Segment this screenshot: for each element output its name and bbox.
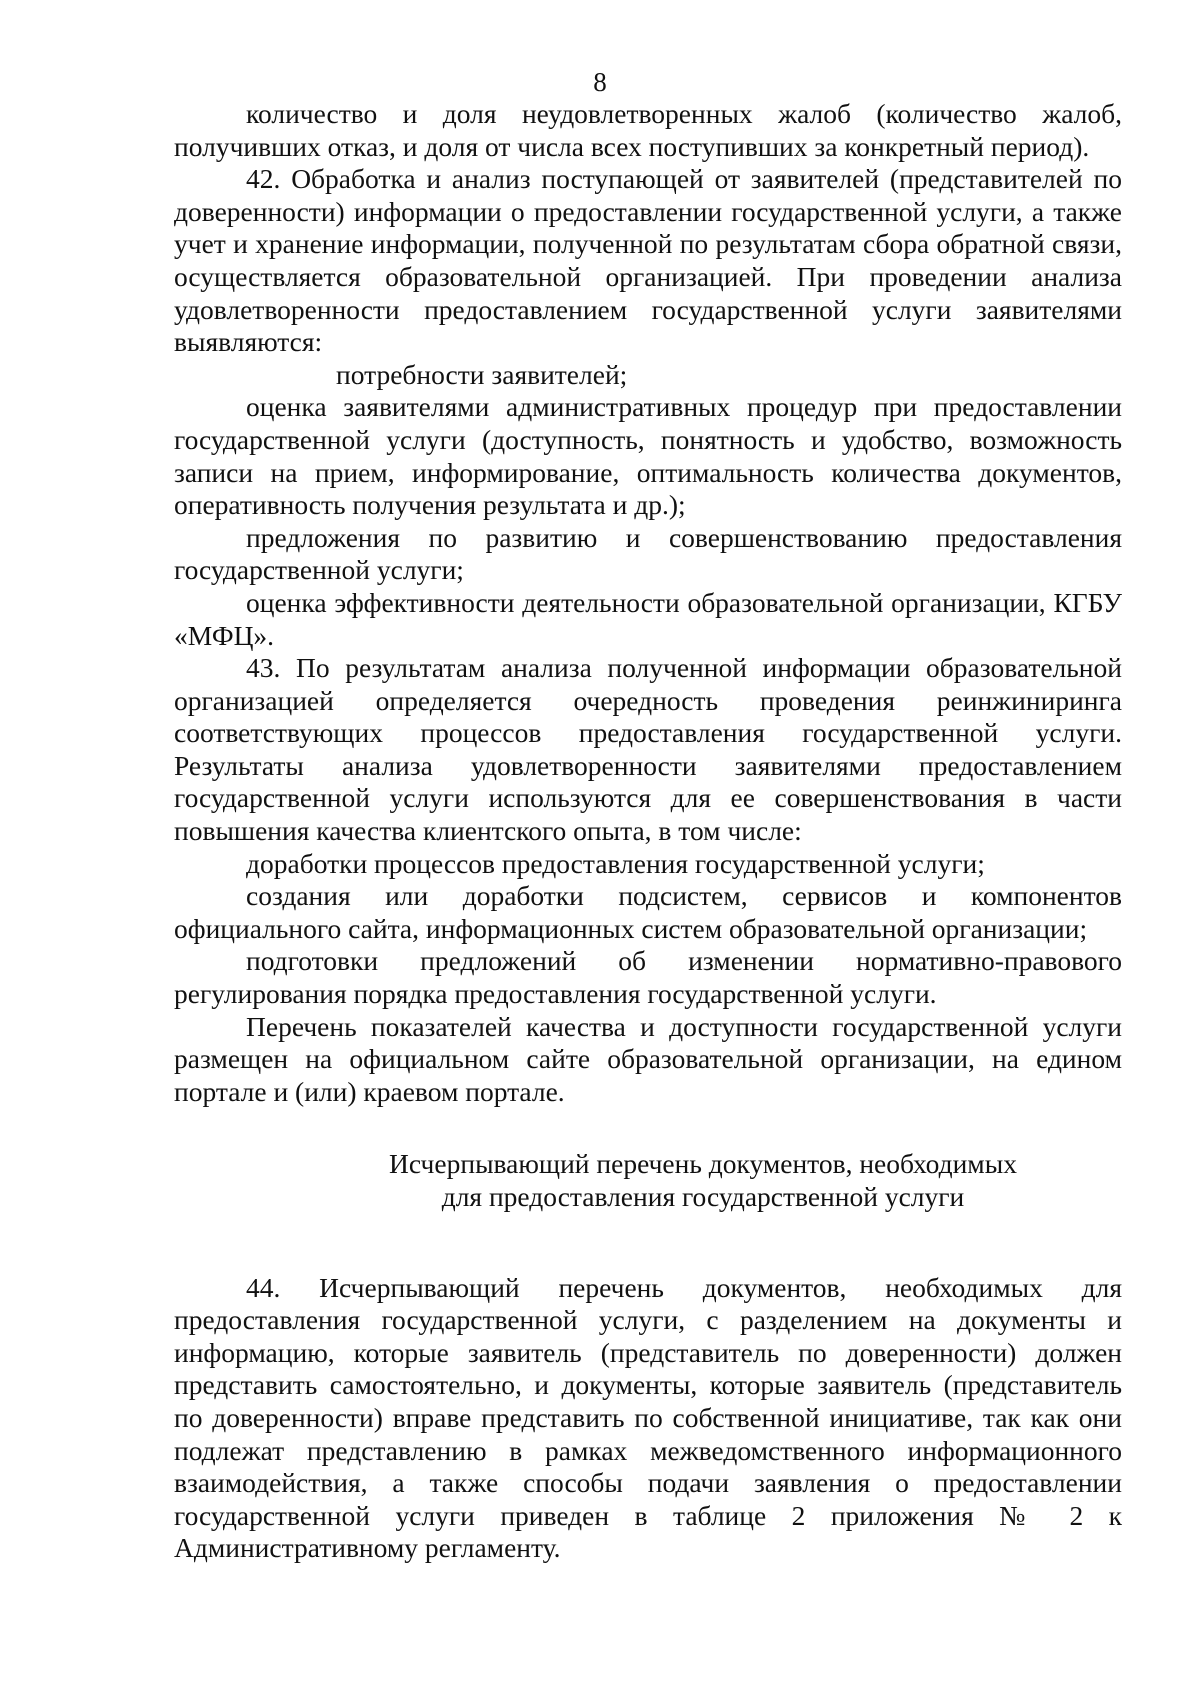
section-heading: [174, 1148, 1122, 1213]
paragraph-42: 42. Обработка и анализ поступающей от заявителей (представителей по доверенности) информации о предоставлении государственной услуги, а также учет и хранение информации, полученной по результатам сбора обратной связи, осуществляется образовательной организацией. При проведении анализа удовлетворенности предоставлением государственной услуги заявителями выявляются:: [174, 163, 1122, 358]
paragraph-43: 43. По результатам анализа полученной информации образовательной организацией определяется очередность проведения реинжиниринга соответствующих процессов предоставления государственной услуги. Результаты анализа удовлетворенности заявителями предоставлением государственной услуги используются для ее совершенствования в части повышения качества клиентского опыта, в том числе:: [174, 652, 1122, 847]
paragraph-complaints: количество и доля неудовлетворенных жалоб (количество жалоб, получивших отказ, и доля от числа всех поступивших за конкретный период).: [174, 98, 1122, 162]
paragraph-42-efficiency: оценка эффективности деятельности образовательной организации, КГБУ «МФЦ».: [174, 586, 1122, 651]
paragraph-44: 44. Исчерпывающий перечень документов, необходимых для предоставления государственной услуги, с разделением на документы и информацию, которые заявитель (представитель по доверенности) должен представить самостоятельно, и документы, которые заявитель (представитель по доверенности) вправе представить по собственной инициативе, так как они подлежат представлению в рамках межведомственного информационного взаимодействия, а также способы подачи заявления о предоставлении государственной услуги приведен в таблице 2 приложения № 2 к Административному регламенту.: [174, 1271, 1122, 1564]
paragraph-43-subsystems: создания или доработки подсистем, сервисов и компонентов официального сайта, информационных систем образовательной организации;: [174, 880, 1122, 944]
section-heading-line-2: для предоставления государственной услуги: [441, 1181, 965, 1212]
paragraph-42-needs: потребности заявителей;: [336, 358, 628, 390]
paragraph-42-proposals: предложения по развитию и совершенствованию предоставления государственной услуги;: [174, 521, 1122, 586]
page-number: 8: [593, 67, 607, 97]
document-body: [174, 98, 1122, 1565]
paragraph-42-assessment: оценка заявителями административных процедур при предоставлении государственной услуги (доступность, понятность и удобство, возможность записи на прием, информирование, оптимальность количества документов, оперативность получения результата и др.);: [174, 391, 1122, 521]
paragraph-43-list: Перечень показателей качества и доступности государственной услуги размещен на официальном сайте образовательной организации, на едином портале и (или) краевом портале.: [174, 1010, 1122, 1107]
paragraph-43-processes: доработки процессов предоставления государственной услуги;: [246, 847, 985, 879]
section-heading-line-1: Исчерпывающий перечень документов, необходимых: [389, 1148, 1017, 1180]
paragraph-43-regulation: подготовки предложений об изменении нормативно-правового регулирования порядка предоставления государственной услуги.: [174, 945, 1122, 1010]
